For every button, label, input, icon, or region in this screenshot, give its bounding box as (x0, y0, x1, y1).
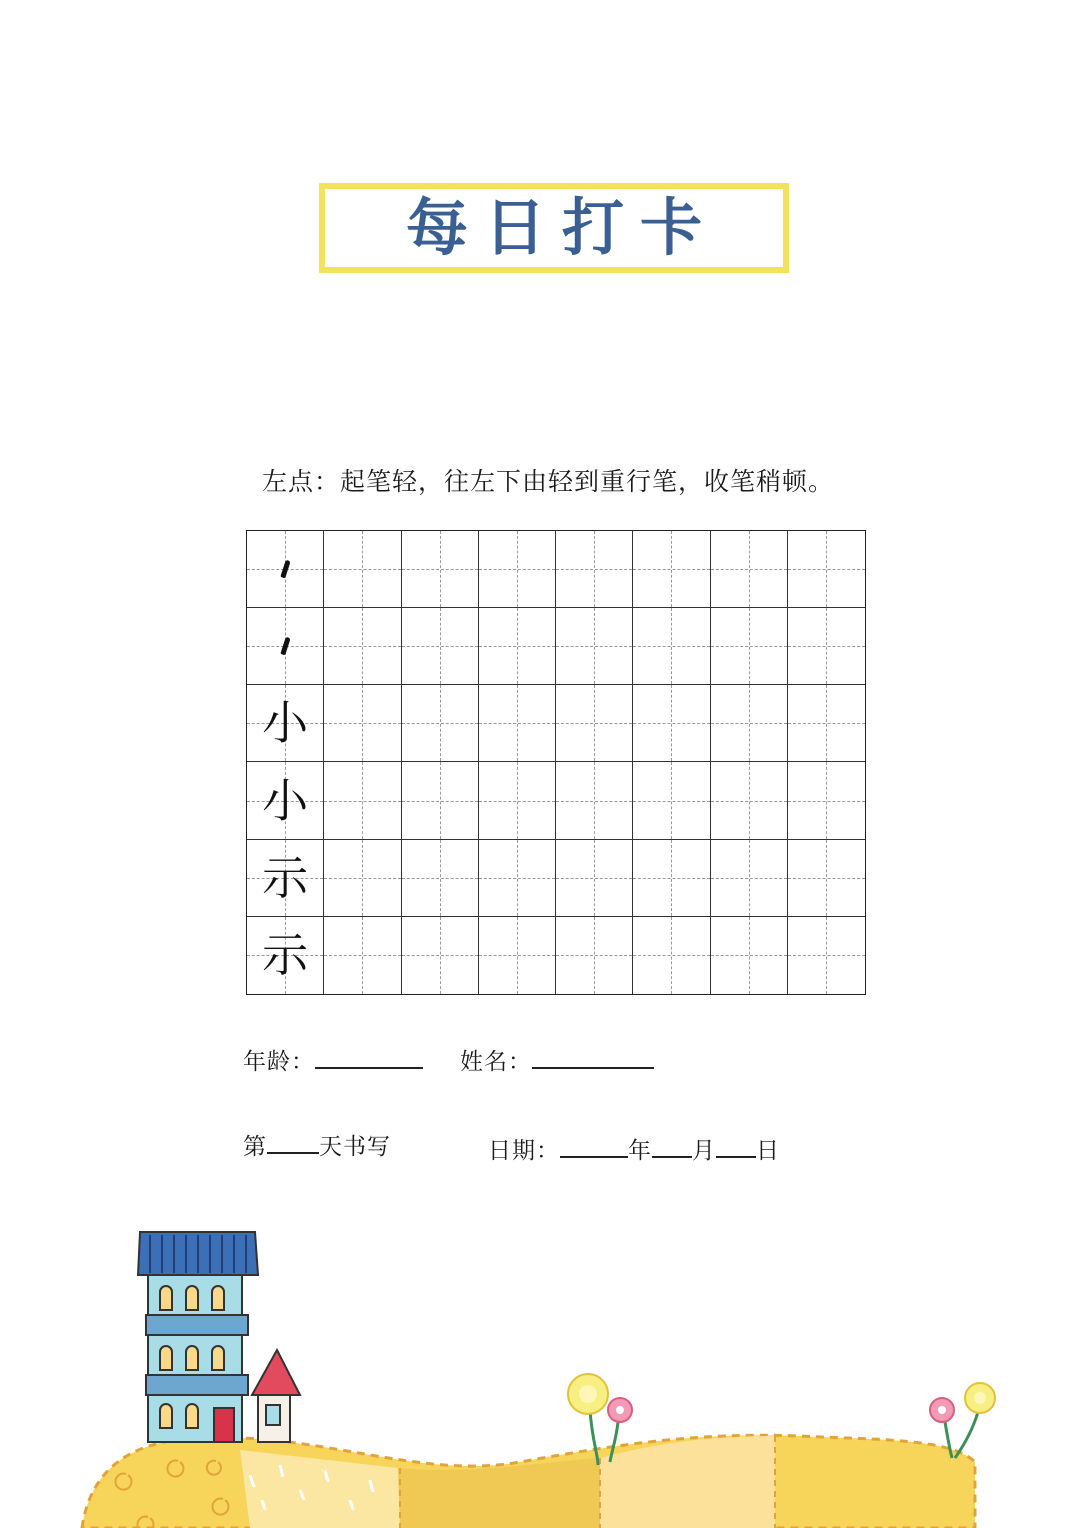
day-unit: 日 (756, 1138, 780, 1164)
name-field[interactable] (532, 1047, 654, 1069)
practice-cell[interactable] (324, 608, 401, 685)
practice-cell[interactable] (556, 608, 633, 685)
practice-cell[interactable] (788, 840, 865, 917)
practice-cell[interactable] (402, 762, 479, 839)
guide-cell (247, 762, 324, 839)
name-row (460, 1043, 654, 1076)
guide-character: 小 (262, 696, 309, 751)
age-field[interactable] (315, 1047, 423, 1069)
practice-cell[interactable] (788, 531, 865, 608)
practice-cell[interactable] (479, 608, 556, 685)
practice-cell[interactable] (479, 917, 556, 994)
practice-cell[interactable] (402, 608, 479, 685)
practice-cell[interactable] (479, 840, 556, 917)
day-count-row (243, 1128, 391, 1161)
month-unit: 月 (692, 1138, 716, 1164)
practice-cell[interactable] (556, 840, 633, 917)
stroke-instruction: 左点：起笔轻，往左下由轻到重行笔，收笔稍顿。 (262, 467, 835, 496)
practice-cell[interactable] (711, 685, 788, 762)
practice-cell[interactable] (324, 531, 401, 608)
writing-grid (246, 530, 866, 995)
practice-cell[interactable] (711, 531, 788, 608)
year-unit: 年 (628, 1138, 652, 1164)
left-dot-stroke-icon (280, 637, 290, 656)
practice-cell[interactable] (479, 531, 556, 608)
practice-cell[interactable] (633, 608, 710, 685)
guide-cell (247, 917, 324, 994)
day-field[interactable] (716, 1136, 756, 1158)
guide-cell (247, 531, 324, 608)
practice-cell[interactable] (711, 608, 788, 685)
practice-cell[interactable] (633, 531, 710, 608)
practice-cell[interactable] (633, 840, 710, 917)
name-label: 姓名： (460, 1049, 532, 1075)
practice-cell[interactable] (633, 917, 710, 994)
practice-cell[interactable] (711, 840, 788, 917)
practice-cell[interactable] (711, 762, 788, 839)
practice-cell[interactable] (479, 762, 556, 839)
practice-cell[interactable] (556, 762, 633, 839)
hill-icon (82, 1435, 975, 1528)
page-title: 每日打卡 (405, 191, 718, 264)
day-prefix: 第 (243, 1134, 267, 1160)
practice-cell[interactable] (324, 917, 401, 994)
practice-cell[interactable] (788, 917, 865, 994)
practice-cell[interactable] (556, 917, 633, 994)
house-tall-icon (138, 1232, 258, 1442)
date-label: 日期： (488, 1138, 560, 1164)
practice-cell[interactable] (479, 685, 556, 762)
practice-cell[interactable] (402, 917, 479, 994)
guide-character: 小 (262, 773, 309, 828)
practice-cell[interactable] (556, 531, 633, 608)
day-count-field[interactable] (267, 1132, 319, 1154)
practice-cell[interactable] (788, 762, 865, 839)
guide-cell (247, 840, 324, 917)
practice-cell[interactable] (556, 685, 633, 762)
practice-cell[interactable] (402, 840, 479, 917)
guide-character: 示 (262, 850, 309, 905)
guide-cell (247, 608, 324, 685)
practice-cell[interactable] (402, 685, 479, 762)
practice-cell[interactable] (402, 531, 479, 608)
guide-cell (247, 685, 324, 762)
age-label: 年龄： (243, 1049, 315, 1075)
practice-cell[interactable] (788, 685, 865, 762)
age-row (243, 1043, 423, 1076)
practice-cell[interactable] (633, 685, 710, 762)
practice-cell[interactable] (711, 917, 788, 994)
day-suffix: 天书写 (319, 1134, 391, 1160)
guide-character: 示 (262, 928, 309, 983)
decorative-scene (0, 1200, 1080, 1528)
year-field[interactable] (560, 1136, 628, 1158)
house-small-icon (252, 1350, 300, 1442)
practice-cell[interactable] (324, 685, 401, 762)
month-field[interactable] (652, 1136, 692, 1158)
practice-cell[interactable] (788, 608, 865, 685)
practice-cell[interactable] (633, 762, 710, 839)
date-row (488, 1132, 780, 1165)
title-banner (319, 183, 789, 273)
left-dot-stroke-icon (280, 560, 290, 579)
practice-cell[interactable] (324, 762, 401, 839)
practice-cell[interactable] (324, 840, 401, 917)
